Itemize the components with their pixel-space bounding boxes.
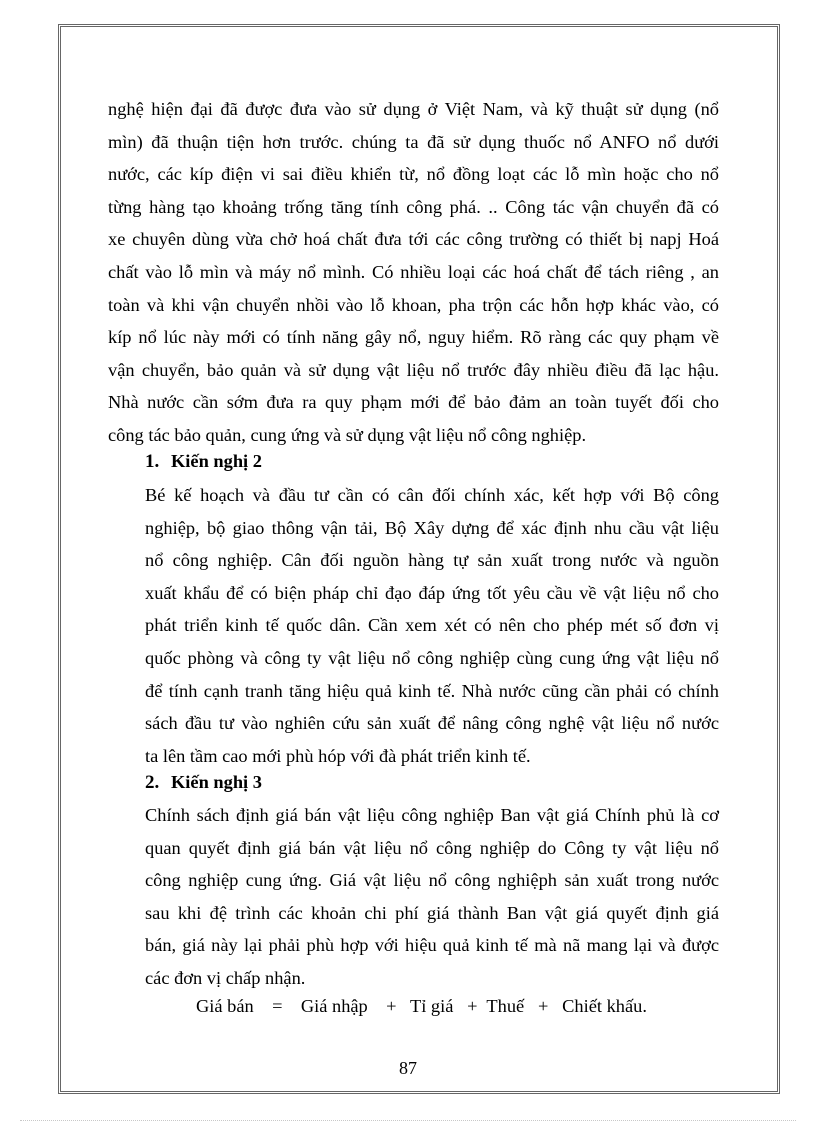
text-line: các đơn vị chấp nhận.	[145, 967, 306, 988]
text-line: nghiệp, bộ giao thông vận tải, Bộ Xây dựng để xác định nhu cầu vật liệu	[145, 517, 719, 538]
text-line: Bé kế hoạch và đầu tư cần có cân đối chính xác, kết hợp với Bộ công	[145, 485, 719, 505]
paragraph-1	[108, 93, 719, 452]
text-line: nổ công nghiệp. Cân đối nguồn hàng tự sản xuất trong nước và nguồn	[145, 550, 719, 571]
text-line: kíp nổ lúc này mới có tính năng gây nổ, nguy hiểm. Rõ ràng các quy phạm về	[108, 327, 719, 348]
text-line: Chính sách định giá bán vật liệu công nghiệp Ban vật giá Chính phủ là cơ	[145, 805, 719, 825]
text-line: nghệ hiện đại đã được đưa vào sử dụng ở Việt Nam, và kỹ thuật sử dụng (nổ	[108, 99, 719, 119]
text-line: sách đầu tư vào nghiên cứu sản xuất để nâng công nghệ vật liệu nổ nước	[145, 713, 719, 734]
heading-title: Kiến nghị 2	[171, 451, 262, 471]
text-line: công tác bảo quản, cung ứng và sử dụng vật liệu nổ công nghiệp.	[108, 424, 587, 445]
text-line: phát triển kinh tế quốc dân. Cần xem xét có nên cho phép mét số đơn vị	[145, 615, 719, 636]
bottom-divider	[20, 1120, 796, 1121]
text-line: từng hàng tạo khoảng trống tăng tính công phá. .. Công tác vận chuyển đã có	[108, 196, 719, 217]
text-line: chất vào lỗ mìn và máy nổ mình. Có nhiều loại các hoá chất để tách riêng , an	[108, 261, 719, 282]
text-line: toàn và khi vận chuyển nhồi vào lỗ khoan, pha trộn các hỗn hợp khác vào, có	[108, 294, 719, 315]
price-formula: Giá bán = Giá nhập + Tỉ giá + Thuế + Chiết khấu.	[196, 996, 647, 1016]
paragraph-2	[145, 479, 719, 772]
text-line: vận chuyển, bảo quản và sử dụng vật liệu nổ trước đây nhiều điều đã lạc hậu.	[108, 359, 719, 380]
text-line: để tính cạnh tranh tăng hiệu quả kinh tế. Nhà nước cũng cần phải có chính	[145, 680, 719, 701]
text-line: Nhà nước cần sớm đưa ra quy phạm mới để bảo đảm an toàn tuyết đối cho	[108, 392, 719, 413]
text-line: xuất khẩu để có biện pháp chỉ đạo đáp ứng tốt yêu cầu về vật liệu nổ cho	[145, 582, 719, 603]
section-heading-2	[145, 772, 262, 794]
heading-number: 1.	[145, 451, 160, 472]
text-line: quốc phòng và công ty vật liệu nổ công nghiệp cùng cung ứng vật liệu nổ	[145, 647, 719, 668]
section-heading-1	[145, 451, 262, 473]
text-line: bán, giá này lại phải phù hợp với hiệu quả kinh tế mà nã mang lại và được	[145, 935, 719, 956]
paragraph-3	[145, 799, 719, 995]
text-line: ta lên tầm cao mới phù hóp với đà phát triển kinh tế.	[145, 745, 531, 766]
page-number: 87	[399, 1058, 417, 1078]
text-line: quan quyết định giá bán vật liệu nổ công nghiệp do Công ty vật liệu nổ	[145, 837, 719, 858]
text-line: công nghiệp cung ứng. Giá vật liệu nổ công nghiệph sản xuất trong nước	[145, 870, 719, 891]
text-line: mìn) đã thuận tiện hơn trước. chúng ta đã sử dụng thuốc nổ ANFO nổ dưới	[108, 131, 719, 152]
text-line: sau khi đệ trình các khoản chi phí giá thành Ban vật giá quyết định giá	[145, 902, 719, 923]
text-line: xe chuyên dùng vừa chở hoá chất đưa tới các công trường có thiết bị napj Hoá	[108, 229, 719, 250]
heading-title: Kiến nghị 3	[171, 772, 262, 792]
heading-number: 2.	[145, 772, 160, 793]
text-line: nước, các kíp điện vi sai điều khiển từ, nổ đồng loạt các lỗ mìn hoặc cho nổ	[108, 164, 719, 185]
